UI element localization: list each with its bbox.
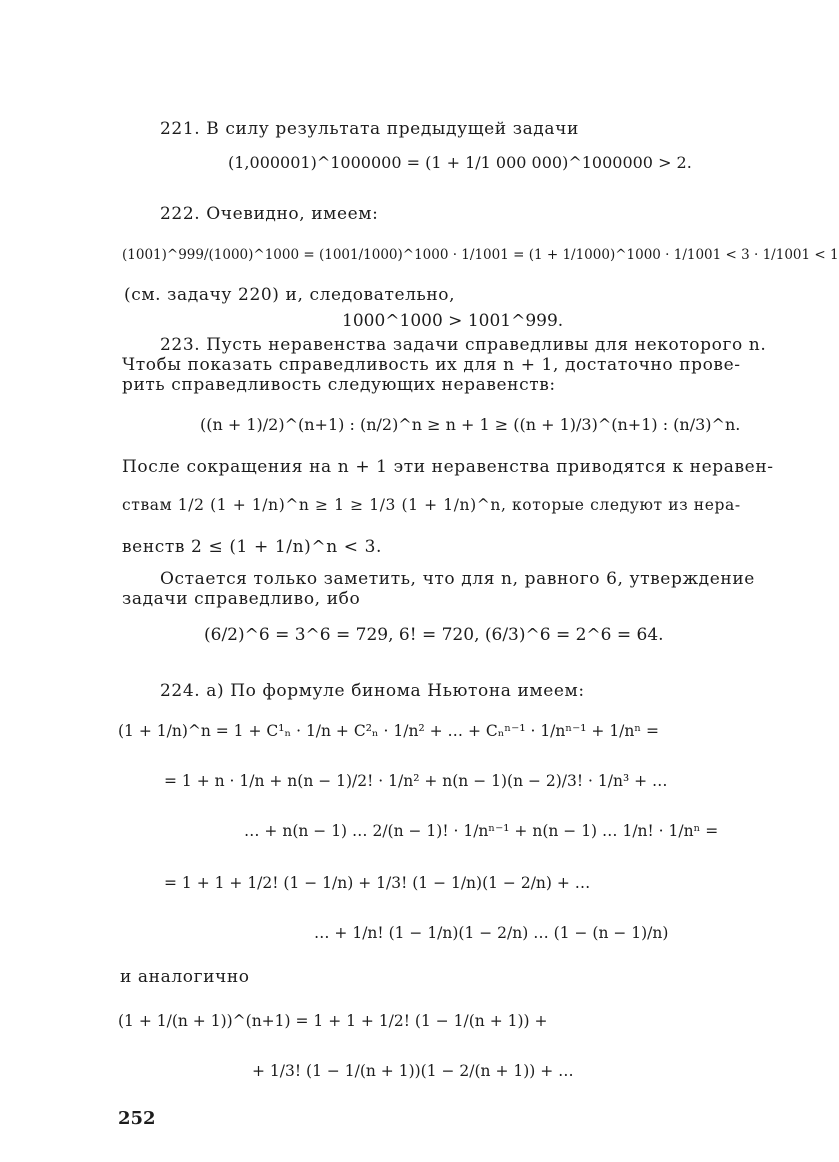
- problem-222-intro: 222. Очевидно, имеем:: [160, 204, 379, 224]
- problem-221-intro: 221. В силу результата предыдущей задачи: [160, 119, 579, 139]
- problem-222-formula: (1001)^999/(1000)^1000 = (1001/1000)^1000 · 1/1001 = (1 + 1/1000)^1000 · 1/1001 < 3 · 1/1001 < 1: [122, 247, 839, 263]
- page-number: 252: [118, 1108, 156, 1129]
- problem-222-conclusion: 1000^1000 > 1001^999.: [342, 311, 564, 331]
- problem-223-line-5: После сокращения на n + 1 эти неравенства приводятся к нерaвeн-: [122, 457, 774, 477]
- problem-223-line-9: задачи справедливо, ибо: [122, 589, 361, 609]
- problem-221-formula: (1,000001)^1000000 = (1 + 1/1 000 000)^1000000 > 2.: [228, 153, 692, 172]
- problem-224-intro: 224. а) По формуле бинома Ньютона имеем:: [160, 681, 585, 701]
- problem-223-example: (6/2)^6 = 3^6 = 729, 6! = 720, (6/3)^6 = 2^6 = 64.: [204, 625, 664, 645]
- problem-224-binomial-4: = 1 + 1 + 1/2! (1 − 1/n) + 1/3! (1 − 1/n)(1 − 2/n) + …: [164, 874, 591, 892]
- problem-224-binomial-3: … + n(n − 1) … 2/(n − 1)! · 1/nⁿ⁻¹ + n(n − 1) … 1/n! · 1/nⁿ =: [244, 822, 719, 840]
- problem-224-binomial-1: (1 + 1/n)^n = 1 + C¹ₙ · 1/n + C²ₙ · 1/n² + … + Cₙⁿ⁻¹ · 1/nⁿ⁻¹ + 1/nⁿ =: [118, 722, 660, 740]
- problem-224-binomial-2: = 1 + n · 1/n + n(n − 1)/2! · 1/n² + n(n − 1)(n − 2)/3! · 1/n³ + …: [164, 772, 668, 790]
- problem-222-reference: (см. задачу 220) и, следовательно,: [124, 285, 456, 305]
- problem-223-line-3: рить справедливость следующих неравенств:: [122, 375, 556, 395]
- problem-223-line-1: 223. Пусть неравенства задачи справедливы для некоторого n.: [160, 335, 767, 355]
- problem-224-binomial-5: … + 1/n! (1 − 1/n)(1 − 2/n) … (1 − (n − 1)/n): [314, 924, 669, 942]
- problem-223-inequalities: ((n + 1)/2)^(n+1) : (n/2)^n ≥ n + 1 ≥ ((n + 1)/3)^(n+1) : (n/3)^n.: [200, 415, 741, 434]
- problem-224-similarly: и аналогично: [120, 967, 250, 987]
- problem-224-binomial-6: (1 + 1/(n + 1))^(n+1) = 1 + 1 + 1/2! (1 − 1/(n + 1)) +: [118, 1012, 548, 1030]
- problem-223-line-2: Чтобы показать справедливость их для n + 1, достаточно прове-: [122, 355, 741, 375]
- problem-223-line-6: ствам 1/2 (1 + 1/n)^n ≥ 1 ≥ 1/3 (1 + 1/n)^n, которые следуют из нера-: [122, 496, 741, 514]
- problem-223-line-8: Остается только заметить, что для n, равного 6, утверждение: [160, 569, 755, 589]
- problem-223-line-7: венств 2 ≤ (1 + 1/n)^n < 3.: [122, 537, 383, 557]
- problem-224-binomial-7: + 1/3! (1 − 1/(n + 1))(1 − 2/(n + 1)) + …: [252, 1062, 574, 1080]
